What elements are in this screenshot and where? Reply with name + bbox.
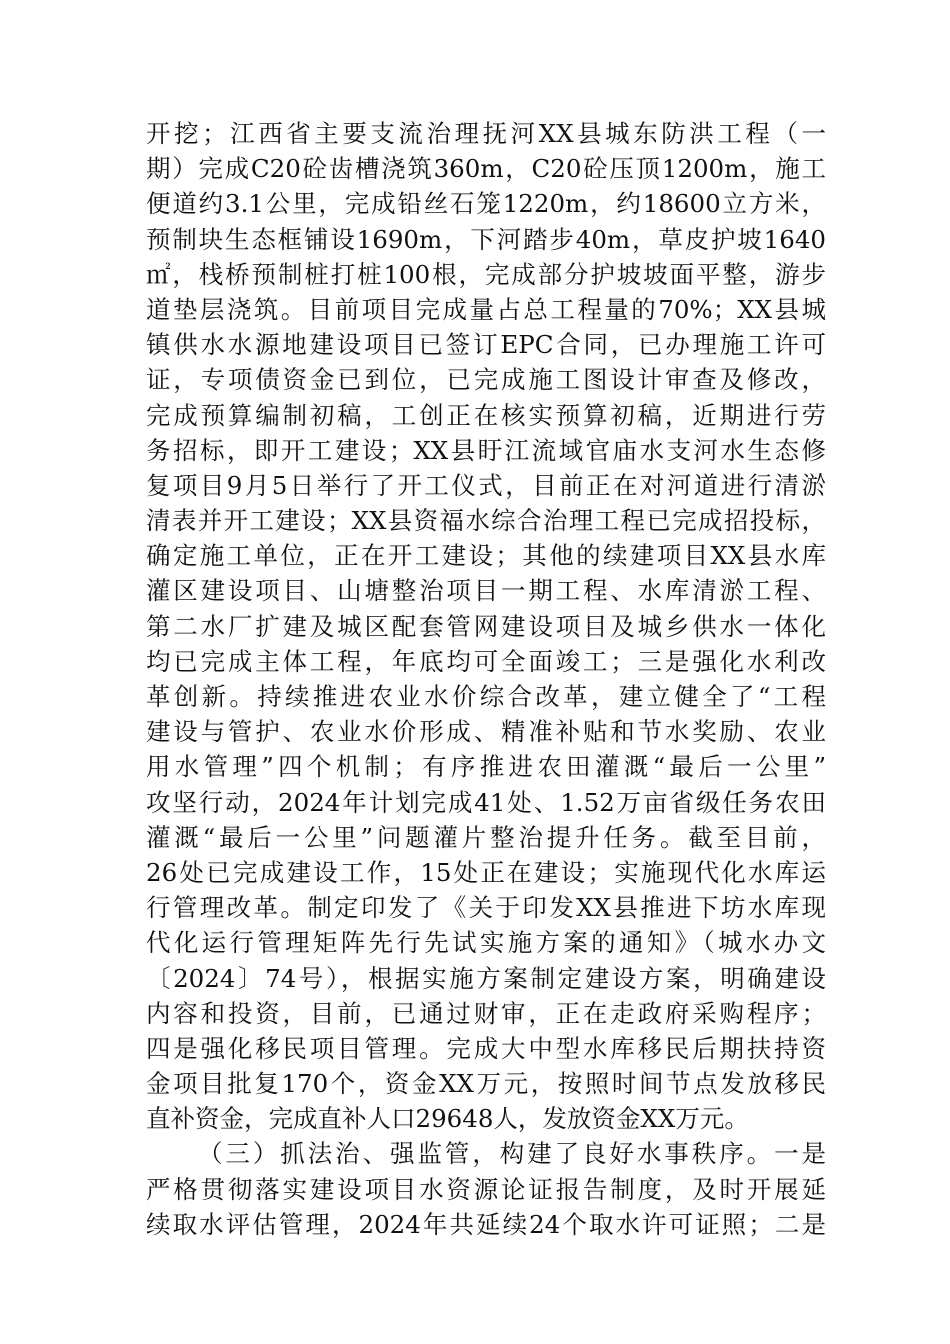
body-text [146,116,826,1242]
text-line: ㎡，栈桥预制桩打桩100根，完成部分护坡坡面平整，游步 [146,259,826,289]
text-line: 四是强化移民项目管理。完成大中型水库移民后期扶持资 [146,1033,826,1063]
text-line: 内容和投资，目前，已通过财审，正在走政府采购程序； [146,998,826,1028]
text-line: 务招标，即开工建设；XX县盱江流域官庙水支河水生态修 [146,435,826,465]
text-line: 便道约3.1公里，完成铅丝石笼1220m，约18600立方米， [146,189,826,219]
text-line: 用水管理”四个机制；有序推进农田灌溉“最后一公里” [146,752,826,782]
text-line: 〔2024〕74号），根据实施方案制定建设方案，明确建设 [146,963,826,993]
text-line: 攻坚行动，2024年计划完成41处、1.52万亩省级任务农田 [146,787,826,817]
text-line: 完成预算编制初稿，工创正在核实预算初稿，近期进行劳 [146,400,826,430]
text-line: 灌溉“最后一公里”问题灌片整治提升任务。截至目前， [146,822,826,852]
text-line: 建设与管护、农业水价形成、精准补贴和节水奖励、农业 [146,717,826,747]
text-line: 证，专项债资金已到位，已完成施工图设计审查及修改， [146,365,826,395]
text-line: 清表并开工建设；XX县资福水综合治理工程已完成招投标， [146,506,826,536]
text-line: 金项目批复170个，资金XX万元，按照时间节点发放移民 [146,1069,826,1099]
text-line: 开挖；江西省主要支流治理抚河XX县城东防洪工程（一 [146,119,826,148]
text-line: 确定施工单位，正在开工建设；其他的续建项目XX县水库 [146,541,826,571]
text-line: 灌区建设项目、山塘整治项目一期工程、水库清淤工程、 [146,576,826,606]
text-line: 期）完成C20砼齿槽浇筑360m，C20砼压顶1200m，施工 [146,154,826,184]
text-line: 续取水评估管理，2024年共延续24个取水许可证照；二是 [146,1209,826,1239]
text-line: 革创新。持续推进农业水价综合改革，建立健全了“工程 [146,682,826,711]
text-line: 镇供水水源地建设项目已签订EPC合同，已办理施工许可 [146,330,826,360]
text-line: 均已完成主体工程，年底均可全面竣工；三是强化水利改 [146,646,826,676]
text-line: 26处已完成建设工作，15处正在建设；实施现代化水库运 [146,857,826,887]
text-line: 道垫层浇筑。目前项目完成量占总工程量的70%；XX县城 [146,294,826,324]
text-line: 代化运行管理矩阵先行先试实施方案的通知》（城水办文 [146,928,826,958]
paragraph-end-line: 直补资金，完成直补人口29648人，发放资金XX万元。 [146,1104,749,1134]
text-line: 复项目9月5日举行了开工仪式，目前正在对河道进行清淤 [146,470,826,500]
text-line: 第二水厂扩建及城区配套管网建设项目及城乡供水一体化 [146,611,826,641]
text-line: 行管理改革。制定印发了《关于印发XX县推进下坊水库现 [146,893,826,923]
text-line: 严格贯彻落实建设项目水资源论证报告制度，及时开展延 [146,1174,826,1204]
text-line: 预制块生态框铺设1690m，下河踏步40m，草皮护坡1640 [146,224,826,254]
section-heading-line: （三）抓法治、强监管，构建了良好水事秩序。一是 [198,1139,826,1169]
